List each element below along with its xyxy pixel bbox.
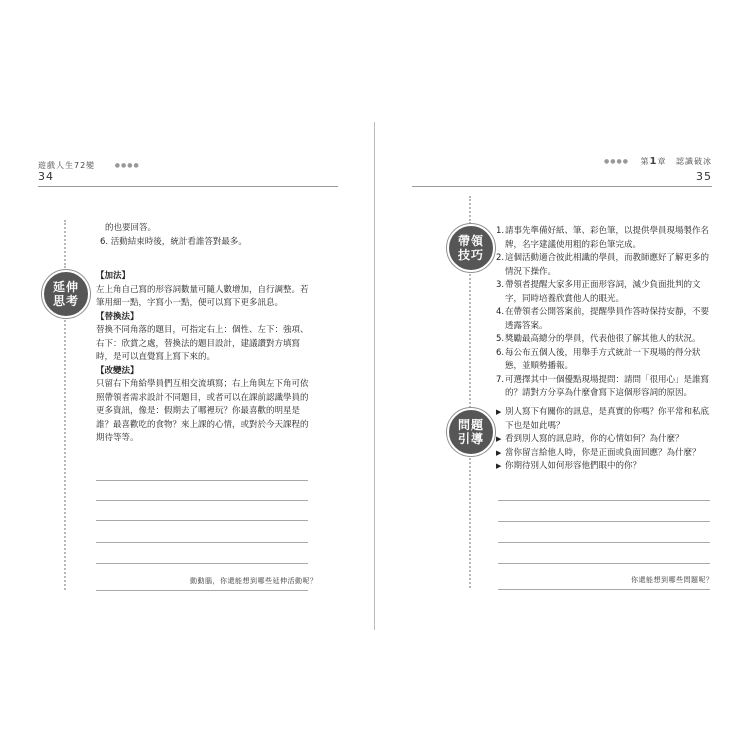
skill-item bbox=[496, 225, 716, 252]
left-intro-text bbox=[100, 222, 310, 249]
question-marker: ▶ bbox=[496, 408, 502, 416]
question-item bbox=[496, 433, 716, 447]
skill-item bbox=[496, 306, 716, 333]
right-vertical-dots-bottom bbox=[469, 458, 471, 588]
leading-skills-list bbox=[496, 225, 716, 401]
skill-item bbox=[496, 374, 716, 401]
left-footnote: 動動腦，你還能想到哪些延伸活動呢？ bbox=[190, 577, 318, 585]
writing-line bbox=[96, 563, 308, 564]
badge-line-1: 帶領 bbox=[457, 234, 484, 248]
question-marker: ▶ bbox=[496, 462, 502, 470]
left-header-rule bbox=[38, 186, 338, 187]
badge-line-2: 技巧 bbox=[457, 248, 484, 262]
section-title-addition: 【加法】 bbox=[96, 271, 131, 281]
question-text: 當你留言給他人時，你是正面或負面回應？為什麼？ bbox=[505, 447, 701, 458]
chapter-suffix: 章 bbox=[657, 157, 667, 166]
section-text-addition: 左上角自己寫的形容詞數量可隨人數增加，自行調整。若筆用細一點，字寫小一點，便可以寫下更多訊息。 bbox=[96, 284, 309, 308]
right-page bbox=[376, 0, 750, 750]
extension-thinking-badge bbox=[42, 270, 90, 318]
header-dots-decoration: ●●●● bbox=[603, 158, 629, 165]
right-running-header bbox=[604, 156, 712, 167]
skill-text: 帶領者提醒大家多用正面形容詞，減少負面批判的文字，同時培養欣賞他人的眼光。 bbox=[505, 280, 701, 304]
skill-item bbox=[496, 279, 716, 306]
question-guide-badge bbox=[447, 408, 495, 456]
question-text: 別人寫下有關你的訊息，是真實的你嗎？你平常和私底下也是如此嗎？ bbox=[505, 407, 710, 431]
section-text-change: 只留右下角給學員們互相交流填寫；右上角與左下角可依照帶領者需求設計不同題目，或者可以在課前認識學員的更多資訊，像是：假期去了哪裡玩？你最喜歡的明星是誰？最喜歡吃的食物？來上課的心情，或對於今天課程的期待等等。 bbox=[96, 379, 309, 443]
question-item bbox=[496, 460, 716, 474]
skill-text: 在帶領者公開答案前，提醒學員作答時保持安靜，不要透露答案。 bbox=[505, 307, 710, 331]
writing-line bbox=[96, 542, 308, 543]
writing-line bbox=[498, 521, 710, 522]
skill-item bbox=[496, 333, 716, 347]
right-header-rule bbox=[412, 186, 712, 187]
question-guide-list bbox=[496, 406, 716, 474]
writing-line bbox=[96, 500, 308, 501]
header-dots-decoration: ●●●● bbox=[114, 162, 140, 169]
right-page-number: 35 bbox=[696, 170, 712, 183]
skill-text: 每公布五個人後，用舉手方式統計一下現場的得分狀態，並順勢播報。 bbox=[505, 347, 701, 371]
skill-item bbox=[496, 347, 716, 374]
writing-line bbox=[96, 520, 308, 521]
chapter-number: 1 bbox=[649, 156, 658, 167]
skill-number: 2. bbox=[496, 253, 505, 263]
chapter-title: 認識破冰 bbox=[676, 157, 712, 166]
left-vertical-dots-top bbox=[64, 220, 66, 268]
writing-line bbox=[498, 563, 710, 564]
left-vertical-dots-bottom bbox=[64, 320, 66, 590]
skill-number: 4. bbox=[496, 307, 505, 317]
question-marker: ▶ bbox=[496, 448, 502, 457]
left-page-number: 34 bbox=[38, 170, 54, 183]
writing-line bbox=[498, 500, 710, 501]
skill-number: 3. bbox=[496, 280, 505, 290]
badge-line-2: 引導 bbox=[457, 432, 484, 446]
question-marker: ▶ bbox=[496, 435, 502, 443]
skill-item bbox=[496, 252, 716, 279]
right-vertical-dots-top bbox=[469, 196, 471, 224]
left-page bbox=[0, 0, 374, 750]
badge-line-1: 延伸 bbox=[52, 280, 79, 294]
writing-line bbox=[96, 480, 308, 481]
question-item bbox=[496, 447, 716, 461]
skill-number: 6. bbox=[496, 347, 505, 358]
badge-line-1: 問題 bbox=[457, 418, 484, 432]
skill-text: 這個活動適合彼此相識的學員，而教師應好了解更多的情況下操作。 bbox=[505, 253, 710, 277]
leading-skills-badge bbox=[447, 224, 495, 272]
writing-line bbox=[96, 590, 308, 591]
intro-line-2: 6. 活動結束時後，統計看誰答對最多。 bbox=[100, 236, 247, 247]
skill-number: 5. bbox=[496, 334, 505, 344]
right-footnote: 你還能想到哪些問題呢？ bbox=[631, 576, 714, 584]
badge-line-2: 思考 bbox=[52, 294, 79, 308]
writing-line bbox=[498, 542, 710, 543]
book-spine bbox=[374, 122, 375, 630]
skill-text: 可選擇其中一個優點現場提問：請問「很用心」是誰寫的？請對方分享為什麼會寫下這個形容詞的原因。 bbox=[505, 374, 710, 398]
skill-text: 獎勵最高總分的學員，代表他很了解其他人的狀況。 bbox=[505, 334, 701, 344]
left-sections bbox=[96, 270, 310, 446]
skill-number: 7. bbox=[496, 374, 505, 385]
intro-line-1: 的也要回答。 bbox=[105, 223, 157, 233]
book-title: 遊戲人生72變 bbox=[38, 161, 96, 170]
question-item bbox=[496, 406, 716, 433]
question-text: 看到別人寫的訊息時，你的心情如何？為什麼？ bbox=[505, 434, 684, 444]
section-title-replacement: 【替換法】 bbox=[96, 311, 139, 322]
skill-number: 1. bbox=[496, 226, 505, 236]
skill-text: 請事先準備好紙、筆、彩色筆，以提供學員現場製作名牌，名字建議使用粗的彩色筆完成。 bbox=[505, 226, 710, 250]
writing-line bbox=[498, 589, 710, 590]
section-title-change: 【改變法】 bbox=[96, 365, 139, 376]
section-text-replacement: 替換不同角落的題目，可指定右上：個性、左下：強項、右下：欣賞之處，替換法的題目設計，建議讚對方填寫時，是可以直覺寫上寫下來的。 bbox=[96, 325, 309, 362]
question-text: 你期待別人如何形容他們眼中的你？ bbox=[505, 461, 642, 471]
chapter-prefix: 第 bbox=[640, 157, 650, 166]
right-vertical-dots-middle bbox=[469, 274, 471, 408]
